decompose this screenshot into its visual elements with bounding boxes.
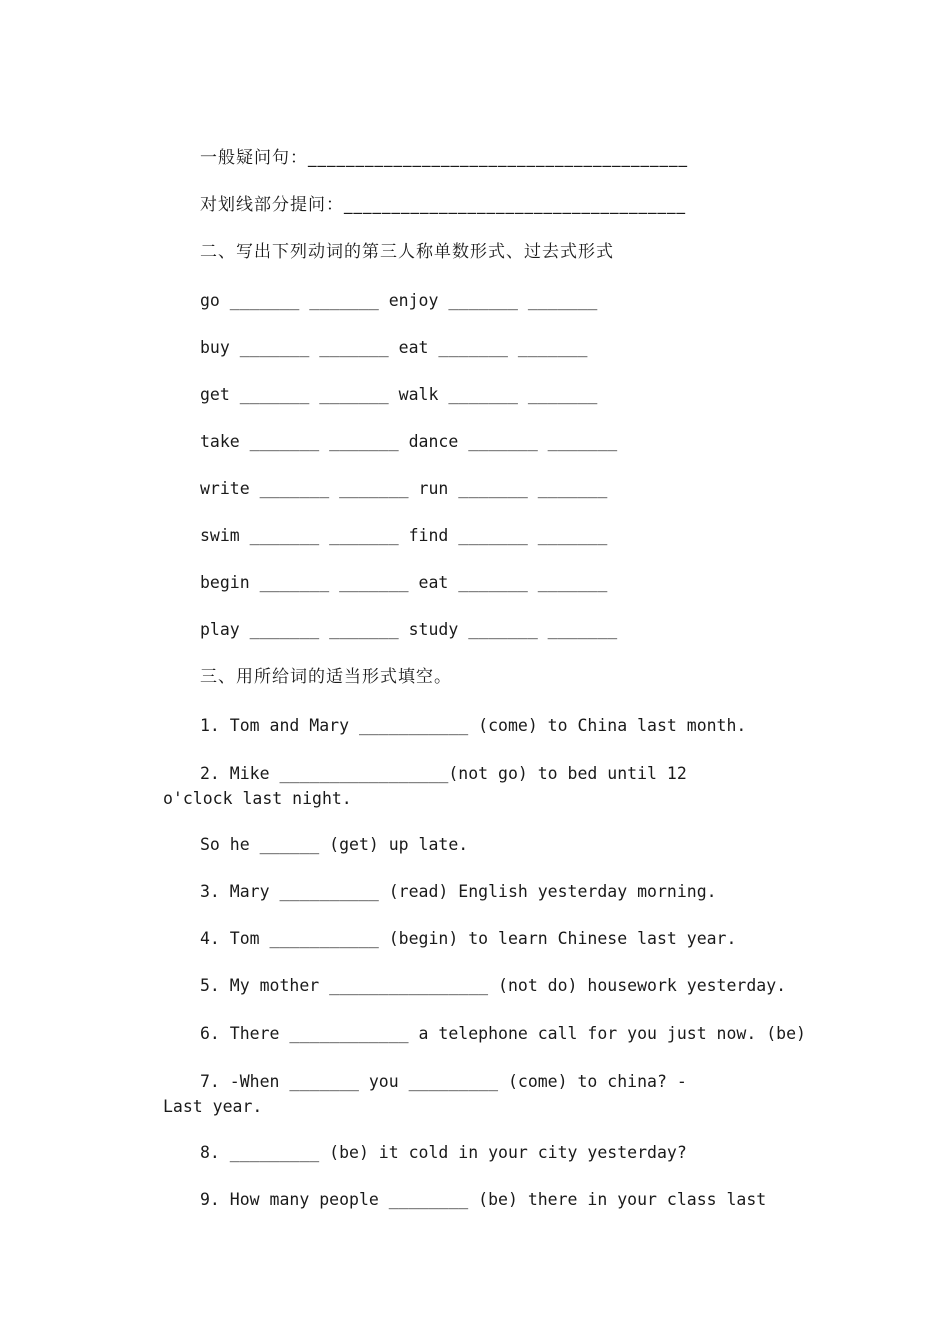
verb-row: buy _______ _______ eat _______ _______ <box>200 338 588 357</box>
exercise-item-7: 7. -When _______ you _________ (come) to china? -Last year. <box>163 1072 687 1116</box>
section-2-title: 二、写出下列动词的第三人称单数形式、过去式形式 <box>200 242 614 262</box>
exercise-item-6: 6. There ____________ a telephone call for you just now. (be) <box>200 1024 806 1043</box>
general-question-line: 一般疑问句：________________________________________ <box>200 148 688 168</box>
exercise-item-9: 9. How many people ________ (be) there in your class last <box>200 1190 767 1209</box>
exercise-item-2: 2. Mike _________________(not go) to bed until 12 o'clock last night. <box>163 764 687 808</box>
exercise-item-3: 3. Mary __________ (read) English yesterday morning. <box>200 882 717 901</box>
verb-row: play _______ _______ study _______ _______ <box>200 620 618 639</box>
verb-row: go _______ _______ enjoy _______ _______ <box>200 291 598 310</box>
exercise-item-5: 5. My mother ________________ (not do) housework yesterday. <box>200 976 787 995</box>
verb-row: swim _______ _______ find _______ _______ <box>200 526 608 545</box>
exercise-item-4: 4. Tom ___________ (begin) to learn Chinese last year. <box>200 929 737 948</box>
verb-row: write _______ _______ run _______ _______ <box>200 479 608 498</box>
exercise-item-1: 1. Tom and Mary ___________ (come) to China last month. <box>200 716 747 735</box>
exercise-item-8: 8. _________ (be) it cold in your city yesterday? <box>200 1143 687 1162</box>
verb-row: get _______ _______ walk _______ _______ <box>200 385 598 404</box>
exercise-item-2-continued: So he ______ (get) up late. <box>200 835 469 854</box>
underline-question-line: 对划线部分提问：____________________________________ <box>200 195 686 215</box>
verb-row: begin _______ _______ eat _______ _______ <box>200 573 608 592</box>
verb-row: take _______ _______ dance _______ _______ <box>200 432 618 451</box>
section-3-title: 三、用所给词的适当形式填空。 <box>200 667 452 687</box>
